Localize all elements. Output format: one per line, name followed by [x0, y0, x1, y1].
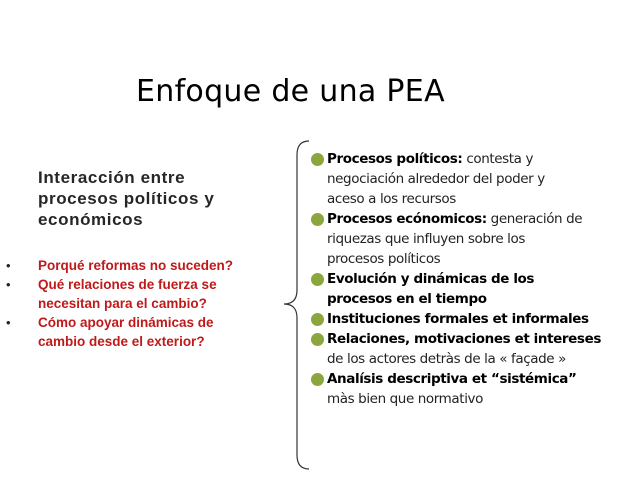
left-heading-line: procesos políticos y	[38, 189, 215, 208]
point-lead: Procesos ecónomicos:	[327, 211, 487, 227]
question-text: necesitan para el cambio?	[38, 296, 207, 311]
point-lead: Procesos políticos:	[327, 151, 463, 167]
question-item	[0, 275, 290, 313]
question-text: Porqué reformas no suceden?	[38, 258, 234, 273]
point-rest: generación de	[486, 211, 583, 227]
point-lead: Analísis descriptiva et “sistémica”	[327, 371, 577, 387]
point-line: riquezas que influyen sobre los	[327, 231, 526, 247]
point-item	[310, 309, 636, 329]
point-line: negociación alrededor del poder y	[327, 171, 545, 187]
point-line	[327, 149, 636, 169]
point-item	[310, 329, 636, 369]
left-heading-line: económicos	[38, 210, 144, 229]
point-item	[310, 369, 636, 409]
point-list	[310, 149, 636, 409]
bullet-dot-icon	[311, 373, 324, 386]
point-lead: Relaciones, motivaciones et intereses	[327, 331, 601, 347]
question-item	[0, 313, 290, 351]
point-item	[310, 269, 636, 309]
bullet-icon: •	[6, 258, 11, 273]
bullet-dot-icon	[311, 213, 324, 226]
question-list	[0, 256, 290, 351]
bullet-dot-icon	[311, 333, 324, 346]
point-line: procesos políticos	[327, 251, 441, 267]
question-text: cambio desde el exterior?	[38, 334, 205, 349]
bullet-dot-icon	[311, 313, 324, 326]
point-lead: Instituciones formales et informales	[327, 311, 589, 327]
slide-title: Enfoque de una PEA	[136, 74, 445, 109]
point-line	[327, 209, 636, 229]
bullet-dot-icon	[311, 153, 324, 166]
point-lead: Evolución y dinámicas de los	[327, 271, 535, 287]
point-item	[310, 209, 636, 269]
question-text: Qué relaciones de fuerza se	[38, 277, 217, 292]
point-rest: contesta y	[462, 151, 534, 167]
bullet-dot-icon	[311, 273, 324, 286]
point-line: de los actores detràs de la « façade »	[327, 351, 566, 367]
question-item	[0, 256, 290, 275]
bullet-icon: •	[6, 315, 11, 330]
bullet-icon: •	[6, 277, 11, 292]
question-text: Cómo apoyar dinámicas de	[38, 315, 214, 330]
point-line: aceso a los recursos	[327, 191, 456, 207]
point-item	[310, 149, 636, 209]
left-heading-line: Interacción entre	[38, 168, 186, 187]
left-heading	[38, 167, 278, 230]
point-line: procesos en el tiempo	[327, 291, 487, 307]
curly-brace-icon	[280, 140, 310, 472]
point-line: màs bien que normativo	[327, 391, 483, 407]
